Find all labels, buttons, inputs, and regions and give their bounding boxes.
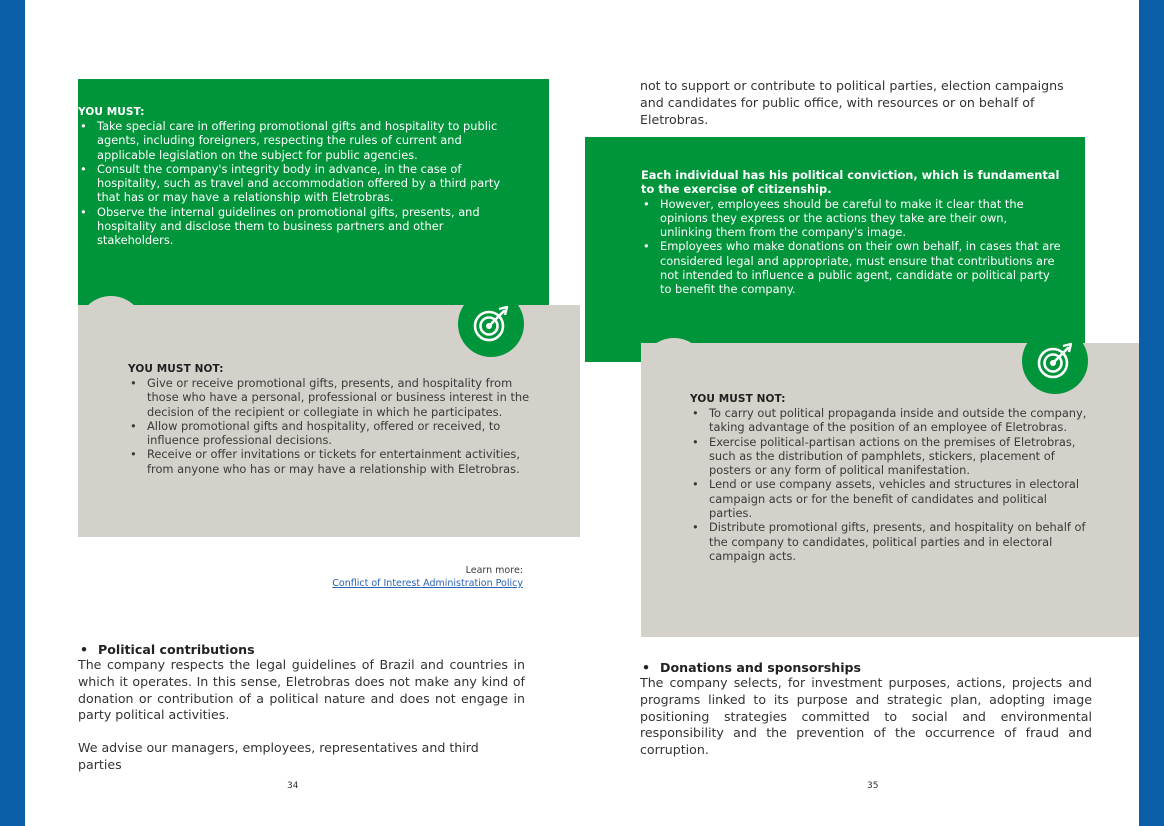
section-paragraph: The company selects, for investment purposes, actions, projects and programs linked to its purpose and strategic plan, adopting image positioning strategies committed to social and environmental responsibility and the prevention of the occurrence of fraud and corruption. [640,675,1092,758]
list-item: • Distribute promotional gifts, presents, and hospitality on behalf of the company to candidates, political parties and in electoral campaign acts. [690,520,1090,563]
page-number: 34 [287,781,299,791]
learn-more-label: Learn more: [465,565,523,576]
list-item: • Lend or use company assets, vehicles and structures in electoral campaign acts or for the benefit of candidates and political parties. [690,477,1090,520]
page-number: 35 [867,781,879,791]
you-must-not-content [690,393,1090,563]
list-item: • Exercise political-partisan actions on the premises of Eletrobras, such as the distribution of pamphlets, stickers, placement of posters or any form of political manifestation. [690,435,1090,478]
continuation-paragraph: not to support or contribute to political parties, election campaigns and candidates for public office, with resources or on behalf of Eletrobras. [640,78,1064,127]
you-must-not-list [128,376,533,476]
page-34 [25,0,582,826]
you-must-not-content [128,363,533,476]
section-paragraph: The company respects the legal guidelines of Brazil and countries in which it operates. In this sense, Eletrobras does not make any kind of donation or contribution of a political nature and does not engage in party political activities. [78,657,525,723]
list-item: • Give or receive promotional gifts, presents, and hospitality from those who have a personal, professional or business interest in the decision of the recipient or collegiate in which he participates. [128,376,533,419]
conviction-lead: Each individual has his political conviction, which is fundamental to the exercise of citizenship. [641,168,1060,197]
section-title: • Donations and sponsorships [642,660,862,675]
policy-link[interactable]: Conflict of Interest Administration Policy [332,578,523,589]
list-item: • Take special care in offering promotional gifts and hospitality to public agents, including foreigners, respecting the rules of current and applicable legislation on the subject for public agencies. [78,119,518,162]
list-item: • Consult the company's integrity body in advance, in the case of hospitality, such as travel and accommodation offered by a third party that has or may have a relationship with Eletrobras. [78,162,518,205]
target-icon [1022,328,1088,394]
conviction-box [585,137,1085,362]
page-35 [582,0,1139,826]
donations-section [640,660,1092,759]
you-must-box [78,79,549,321]
you-must-heading: YOU MUST: [78,106,145,118]
you-must-list [78,119,518,248]
section-paragraph: We advise our managers, employees, representatives and third parties [78,740,479,772]
list-item: • Employees who make donations on their own behalf, in cases that are considered legal and appropriate, must ensure that contributions are not intended to influence a public agent, candidate or political party to benefit the company. [641,239,1061,296]
political-contributions-section [78,642,525,774]
section-title: • Political contributions [80,642,255,657]
list-item: • However, employees should be careful to make it clear that the opinions they express or the actions they take are their own, unlinking them from the company's image. [641,197,1061,240]
conviction-list [641,197,1061,297]
list-item: • Allow promotional gifts and hospitality, offered or received, to influence professional decisions. [128,419,533,448]
you-must-not-heading: YOU MUST NOT: [128,363,224,375]
list-item: • To carry out political propaganda inside and outside the company, taking advantage of the position of an employee of Eletrobras. [690,406,1090,435]
list-item: • Receive or offer invitations or tickets for entertainment activities, from anyone who has or may have a relationship with Eletrobras. [128,447,533,476]
list-item: • Observe the internal guidelines on promotional gifts, presents, and hospitality and disclose them to business partners and other stakeholders. [78,205,518,248]
target-icon [458,291,524,357]
you-must-not-list [690,406,1090,563]
you-must-not-heading: YOU MUST NOT: [690,393,786,405]
box-tab [78,296,144,362]
learn-more [275,564,523,590]
